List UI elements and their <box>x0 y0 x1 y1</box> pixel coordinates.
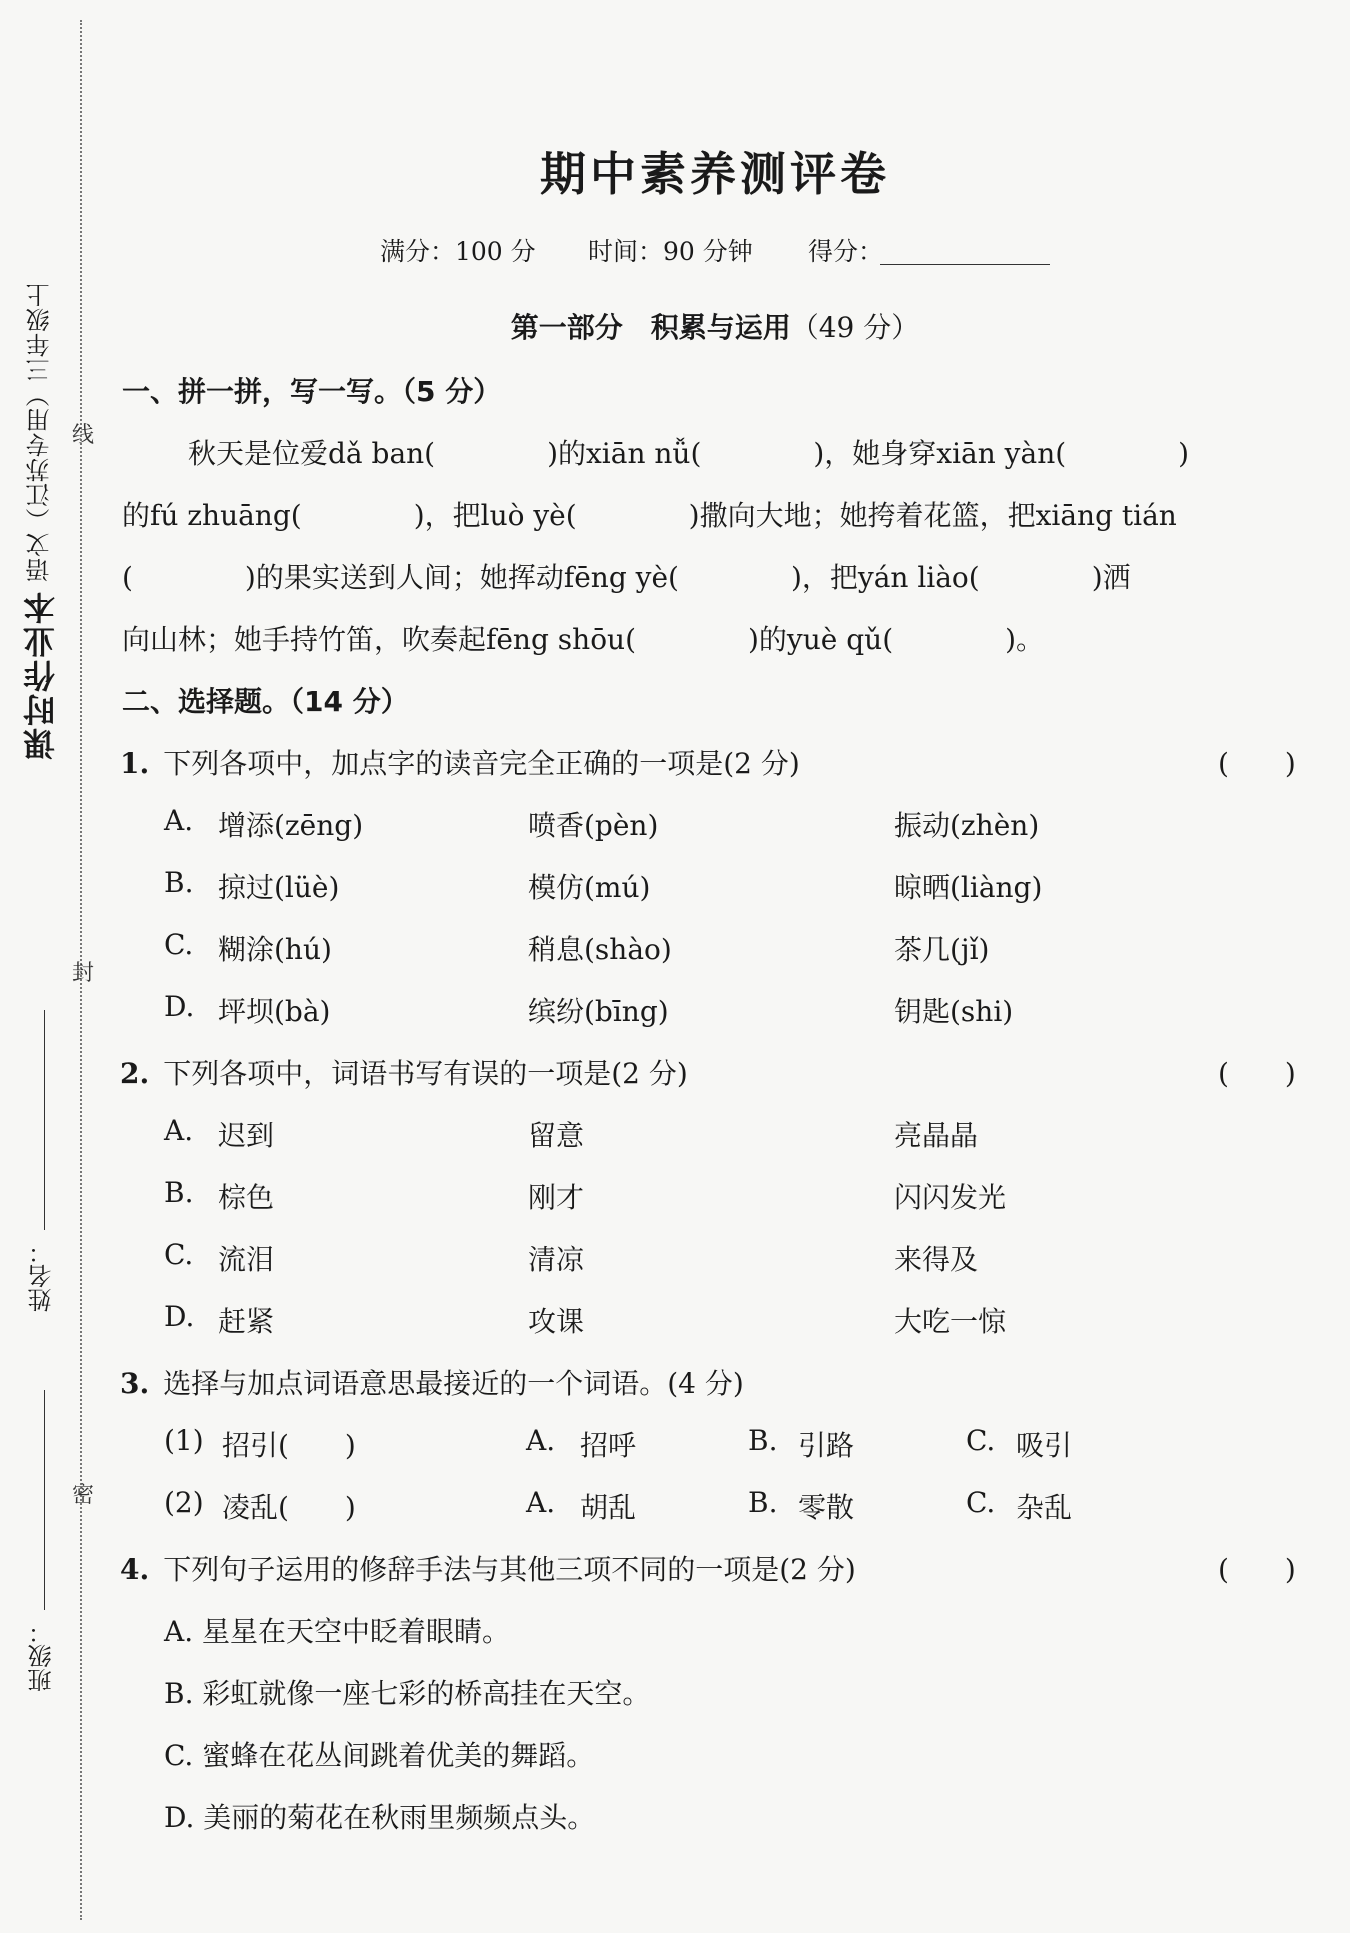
q1-row-c-letter: C. <box>164 928 194 961</box>
class-blank[interactable] <box>44 1390 45 1610</box>
q1-text: 下列各项中，加点字的读音完全正确的一项是(2 分) <box>163 747 800 780</box>
book-title: 课时作业本 <box>22 590 60 760</box>
q1-row-c-opt1: 糊涂(hú) <box>218 933 332 966</box>
q4 <box>120 1548 856 1588</box>
part-title <box>0 306 1350 346</box>
q1-row-a-letter: A. <box>164 804 194 837</box>
q3-item2-number: (2) <box>164 1486 204 1519</box>
q1-row-a-opt3: 振动(zhèn) <box>894 809 1040 842</box>
q2-answer-paren[interactable]: ( ) <box>1218 1057 1296 1090</box>
q1-row-d-opt1: 坪坝(bà) <box>218 995 331 1028</box>
score-label: 得分： <box>808 237 884 266</box>
q2-row-b-opt2: 刚才 <box>528 1181 585 1214</box>
q4-number: 4. <box>120 1553 150 1586</box>
q1-number: 1. <box>120 747 150 780</box>
q2-row-b-opt1: 棕色 <box>218 1181 275 1214</box>
q1-row-b-letter: B. <box>164 866 194 899</box>
pinyin-line-1: 秋天是位爱dǎ ban( )的xiān nǚ( )，她身穿xiān yàn( ) <box>188 437 1190 470</box>
q2-row-d-opt1: 赶紧 <box>218 1305 275 1338</box>
q1 <box>120 742 800 782</box>
q3-item1-word[interactable]: 招引( ) <box>222 1429 356 1462</box>
book-series: 语文（江苏专用）三年级上 <box>26 282 54 582</box>
q2-row-a-letter: A. <box>164 1114 194 1147</box>
q4-text: 下列句子运用的修辞手法与其他三项不同的一项是(2 分) <box>163 1553 856 1586</box>
q2-row-d-opt2: 攻课 <box>528 1305 585 1338</box>
q1-row-a-opt2: 喷香(pèn) <box>528 809 659 842</box>
q3-number: 3. <box>120 1367 150 1400</box>
q1-answer-paren[interactable]: ( ) <box>1218 747 1296 780</box>
pinyin-line-2: 的fú zhuāng( )，把luò yè( )撒向大地；她挎着花篮，把xiāng tián <box>122 499 1177 532</box>
q3-item2-b-letter: B. <box>748 1486 778 1519</box>
q3-item1-a: 招呼 <box>580 1429 637 1462</box>
q4-option-d: D. 美丽的菊花在秋雨里频频点头。 <box>164 1801 596 1834</box>
section1-heading: 一、拼一拼，写一写。（5 分） <box>122 375 502 408</box>
cut-word-close: 密 <box>72 1483 95 1508</box>
q1-row-a-opt1: 增添(zēng) <box>218 809 364 842</box>
q3-item2-word[interactable]: 凌乱( ) <box>222 1491 356 1524</box>
exam-title: 期中素养测评卷 <box>540 147 890 201</box>
q3-item2-c: 杂乱 <box>1016 1491 1073 1524</box>
section2-heading: 二、选择题。（14 分） <box>122 685 409 718</box>
q1-row-b-opt3: 晾晒(liàng) <box>894 871 1043 904</box>
q3-item1-b: 引路 <box>798 1429 855 1462</box>
q2 <box>120 1052 688 1092</box>
q1-row-c-opt3: 茶几(jǐ) <box>894 933 990 966</box>
q3-item2-a: 胡乱 <box>580 1491 637 1524</box>
name-label: 姓名： <box>28 1240 56 1312</box>
q2-row-d-letter: D. <box>164 1300 195 1333</box>
q2-row-c-opt3: 来得及 <box>894 1243 979 1276</box>
class-label: 班级： <box>28 1620 56 1692</box>
cut-word-seal: 封 <box>72 961 95 986</box>
q3-item1-c: 吸引 <box>1016 1429 1073 1462</box>
q4-option-b: B. 彩虹就像一座七彩的桥高挂在天空。 <box>164 1677 651 1710</box>
q3-item1-c-letter: C. <box>966 1424 996 1457</box>
q3-item2-c-letter: C. <box>966 1486 996 1519</box>
q3-item1-a-letter: A. <box>526 1424 556 1457</box>
q4-option-a: A. 星星在天空中眨着眼睛。 <box>164 1615 511 1648</box>
q3-text: 选择与加点词语意思最接近的一个词语。(4 分) <box>163 1367 744 1400</box>
q3-item2-a-letter: A. <box>526 1486 556 1519</box>
q2-row-d-opt3: 大吃一惊 <box>894 1305 1007 1338</box>
full-score: 满分：100 分 <box>380 237 536 266</box>
q3-item1-b-letter: B. <box>748 1424 778 1457</box>
q2-row-a-opt2: 留意 <box>528 1119 585 1152</box>
exam-time: 时间：90 分钟 <box>588 237 753 266</box>
q2-row-a-opt3: 亮晶晶 <box>894 1119 979 1152</box>
q1-row-d-opt3: 钥匙(shi) <box>894 995 1014 1028</box>
q4-answer-paren[interactable]: ( ) <box>1218 1553 1296 1586</box>
part-title-main: 第一部分 积累与运用 <box>510 311 791 344</box>
score-blank[interactable] <box>880 264 1050 265</box>
q2-row-c-letter: C. <box>164 1238 194 1271</box>
q4-option-c: C. 蜜蜂在花丛间跳着优美的舞蹈。 <box>164 1739 595 1772</box>
part-title-points: （49 分） <box>790 311 920 344</box>
q3-item2-b: 零散 <box>798 1491 855 1524</box>
name-blank[interactable] <box>44 1010 45 1230</box>
q2-row-a-opt1: 迟到 <box>218 1119 275 1152</box>
q1-row-d-letter: D. <box>164 990 195 1023</box>
q1-row-b-opt2: 模仿(mú) <box>528 871 651 904</box>
cut-word-line: 线 <box>72 423 95 448</box>
pinyin-line-3: ( )的果实送到人间；她挥动fēng yè( )，把yán liào( )洒 <box>122 561 1131 594</box>
q2-row-c-opt1: 流泪 <box>218 1243 275 1276</box>
q2-number: 2. <box>120 1057 150 1090</box>
q2-text: 下列各项中，词语书写有误的一项是(2 分) <box>163 1057 688 1090</box>
q3-item1-number: (1) <box>164 1424 204 1457</box>
q1-row-d-opt2: 缤纷(bīng) <box>528 995 669 1028</box>
q2-row-b-letter: B. <box>164 1176 194 1209</box>
q2-row-c-opt2: 清凉 <box>528 1243 585 1276</box>
pinyin-line-4: 向山林；她手持竹笛，吹奏起fēng shōu( )的yuè qǔ( )。 <box>122 623 1045 656</box>
q1-row-c-opt2: 稍息(shào) <box>528 933 672 966</box>
q2-row-b-opt3: 闪闪发光 <box>894 1181 1007 1214</box>
q3 <box>120 1362 744 1402</box>
q1-row-b-opt1: 掠过(lüè) <box>218 871 340 904</box>
